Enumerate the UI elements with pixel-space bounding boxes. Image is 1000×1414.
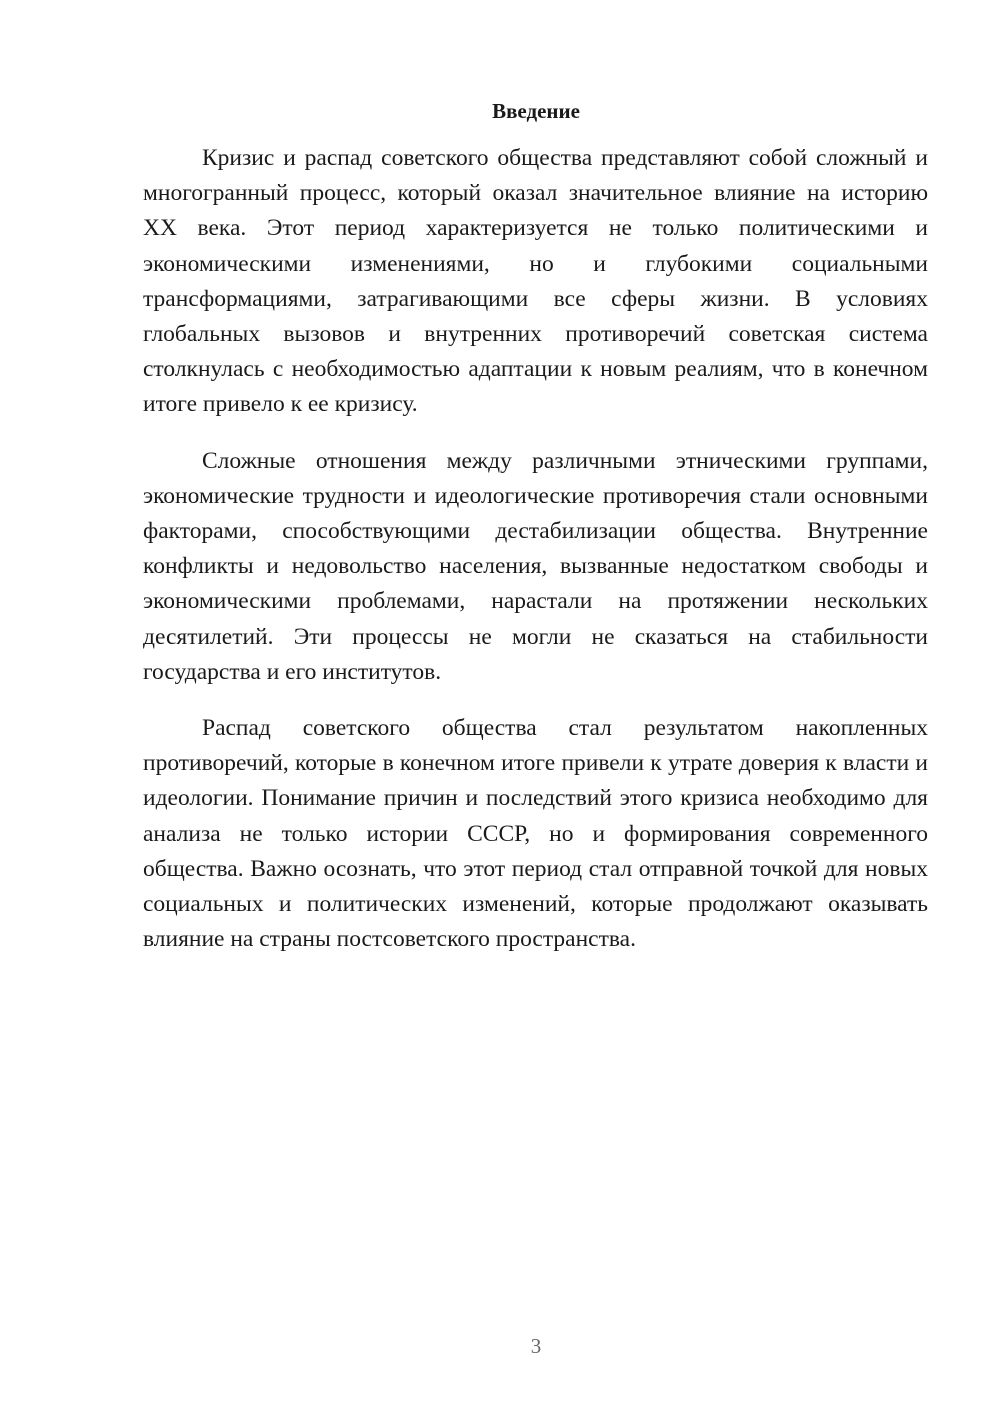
page-title: Введение (492, 99, 580, 123)
document-body (143, 141, 928, 978)
paragraph-3: Распад советского общества стал результатом накопленных противоречий, которые в конечном итоге привели к утрате доверия к власти и идеологии. Понимание причин и последствий этого кризиса необходимо для анализа не только истории СССР, но и формирования современного общества. Важно осознать, что этот период стал отправной точкой для новых социальных и политических изменений, которые продолжают оказывать влияние на страны постсоветского пространства. (143, 715, 928, 953)
page-number: 3 (530, 1334, 542, 1358)
paragraph-2: Сложные отношения между различными этническими группами, экономические трудности и идеологические противоречия стали основными факторами, способствующими дестабилизации общества. Внутренние конфликты и недовольство населения, вызванные недостатком свободы и экономическими проблемами, нарастали на протяжении нескольких десятилетий. Эти процессы не могли не сказаться на стабильности государства и его институтов. (143, 447, 928, 685)
paragraph-1: Кризис и распад советского общества представляют собой сложный и многогранный процесс, который оказал значительное влияние на историю XX века. Этот период характеризуется не только политическими и экономическими изменениями, но и глубокими социальными трансформациями, затрагивающими все сферы жизни. В условиях глобальных вызовов и внутренних противоречий советская система столкнулась с необходимостью адаптации к новым реалиям, что в конечном итоге привело к ее кризису. (143, 145, 928, 418)
